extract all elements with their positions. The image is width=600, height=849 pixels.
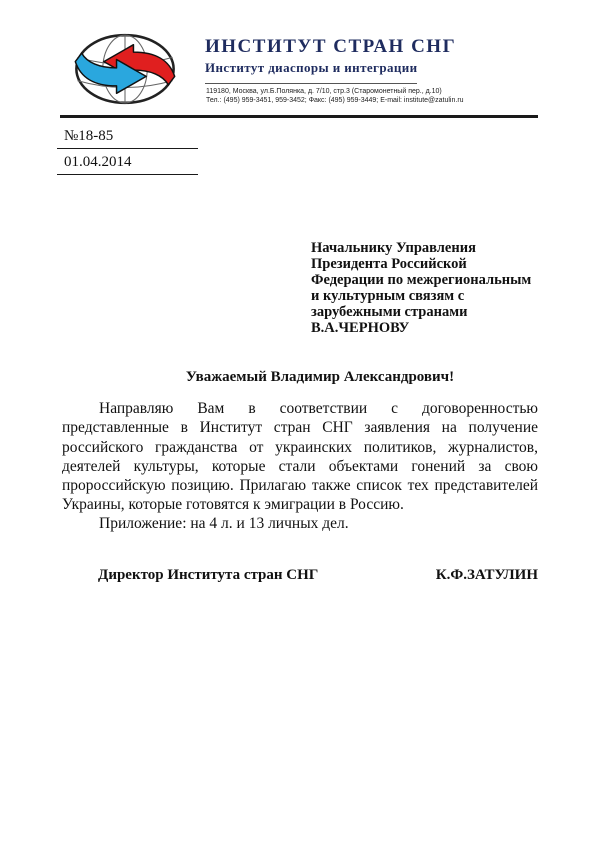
org-address: 119180, Москва, ул.Б.Полянка, д. 7/10, стр.3 (Старомонетный пер., д.10)	[206, 88, 442, 95]
recipient-line: и культурным связям с	[311, 287, 465, 304]
recipient-block	[311, 241, 546, 336]
ref-date: 01.04.2014	[57, 154, 198, 175]
org-contacts: Тел.: (495) 959-3451, 959-3452; Факс: (495) 959-3449; E-mail: institute@zatulin.ru	[206, 97, 464, 104]
signature-name: К.Ф.ЗАТУЛИН	[435, 567, 538, 583]
recipient-line: Президента Российской	[311, 255, 467, 272]
signature-row	[62, 567, 538, 584]
header-rule	[60, 115, 538, 118]
recipient-line: Начальнику Управления	[311, 240, 476, 256]
org-subtitle: Институт диаспоры и интеграции	[205, 60, 418, 75]
salutation: Уважаемый Владимир Александрович!	[185, 369, 455, 385]
org-logo-globe-arrows-icon	[72, 32, 178, 106]
letterhead-divider	[205, 83, 417, 84]
attachment-note: Приложение: на 4 л. и 13 личных дел.	[99, 515, 349, 532]
signature-title: Директор Института стран СНГ	[98, 567, 319, 583]
recipient-line: зарубежными странами	[311, 303, 468, 320]
ref-number: №18-85	[57, 128, 198, 149]
recipient-line: В.А.ЧЕРНОВУ	[311, 319, 410, 336]
recipient-line: Федерации по межрегиональным	[311, 271, 532, 288]
body-paragraph: Направляю Вам в соответствии с договоренностью представленные в Институт стран СНГ заявления на получение российского гражданства от украинских политиков, журналистов, деятелей культуры, которые стали объектами гонений за свою пророссийскую позицию. Прилагаю также список тех представителей Украины, которые готовятся к эмиграции в Россию.	[62, 400, 538, 514]
org-title: ИНСТИТУТ СТРАН СНГ	[205, 36, 457, 57]
